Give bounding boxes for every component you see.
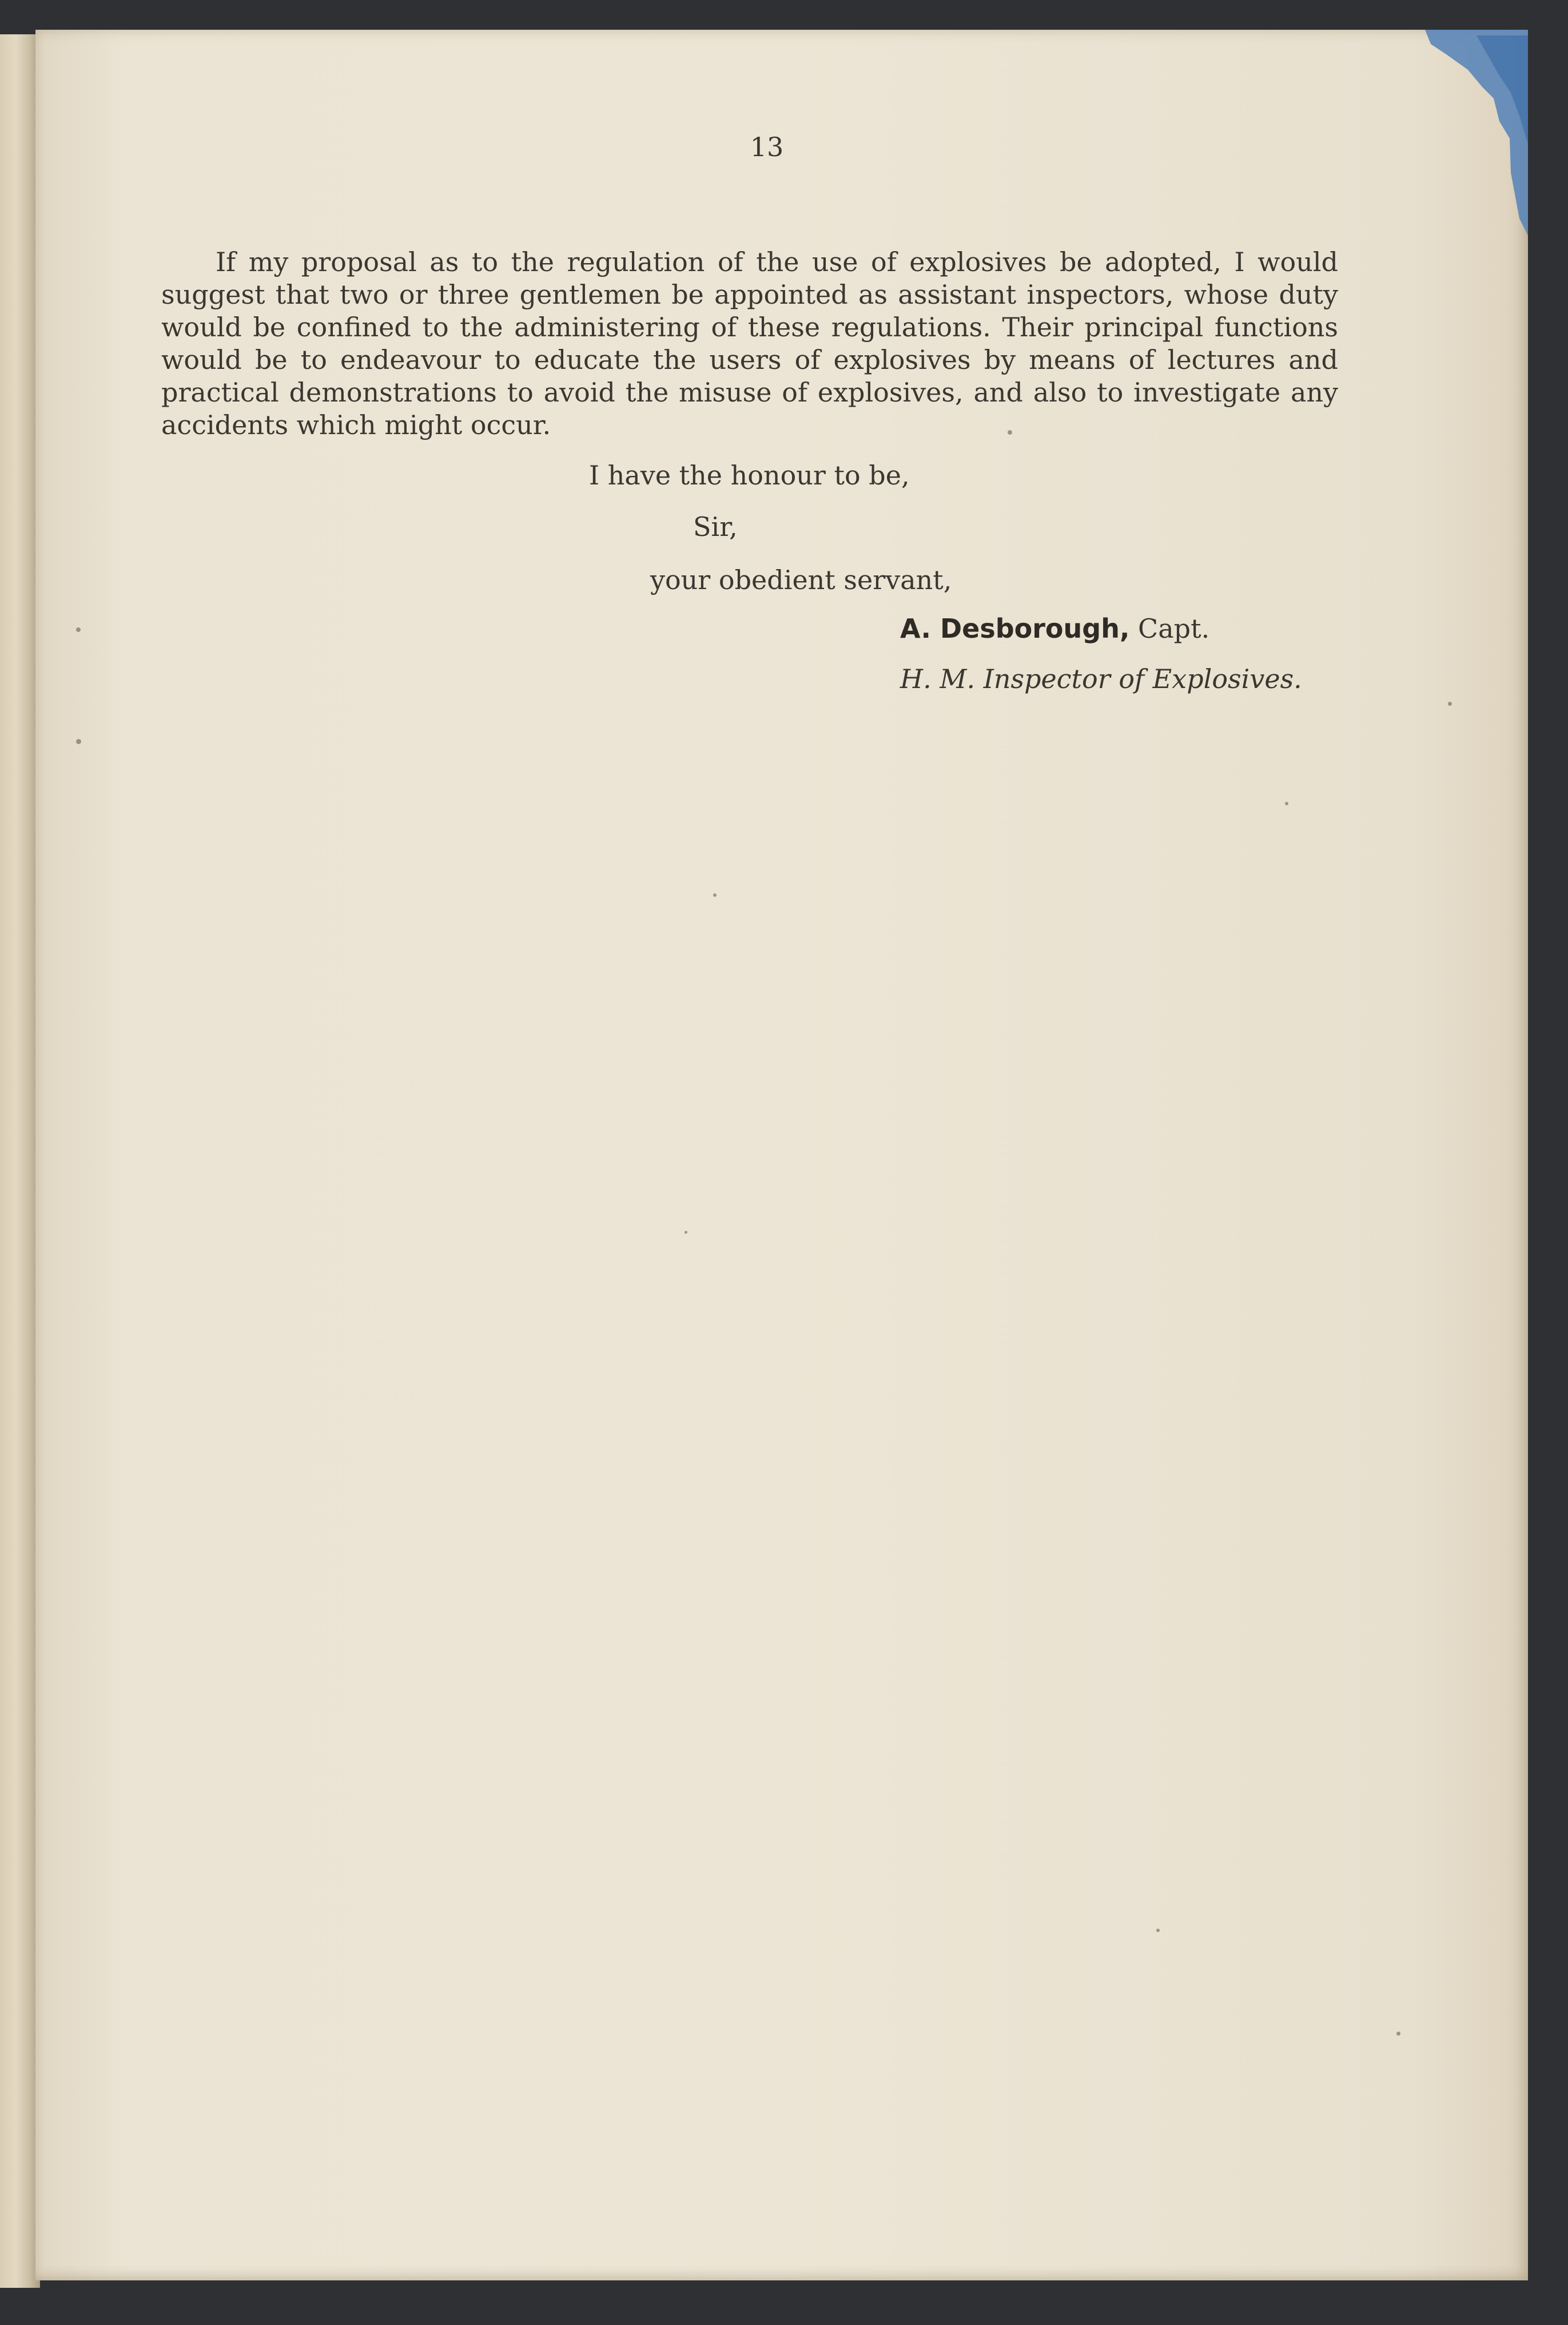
paper-speck xyxy=(684,1231,687,1234)
paper-speck xyxy=(76,739,81,744)
signature-line xyxy=(900,613,1209,644)
paper-speck xyxy=(1448,702,1452,706)
signature-name: A. Desborough, xyxy=(900,613,1130,644)
page-number: 13 xyxy=(750,132,784,162)
paper-speck xyxy=(1285,802,1288,805)
paper-speck xyxy=(76,627,81,632)
paper-speck xyxy=(1008,430,1012,435)
signature-rank: Capt. xyxy=(1129,613,1210,644)
signature-title: H. M. Inspector of Explosives. xyxy=(900,663,1302,694)
ink-stain xyxy=(1414,30,1528,236)
paper-speck xyxy=(1156,1929,1160,1932)
paper-speck xyxy=(713,893,717,897)
body-paragraph: If my proposal as to the regulation of the use of explosives be adopted, I would suggest that two or three gentlemen be appointed as assistant inspectors, whose duty would be confined to the administering of these regulations. Their principal functions would be to endeavour to educate the users of explosives by means of lectures and practical demonstrations to avoid the misuse of explosives, and also to investigate any accidents which might occur. xyxy=(161,247,1338,440)
closing-valediction: your obedient servant, xyxy=(650,565,952,595)
paper-speck xyxy=(1396,2032,1400,2036)
document-page xyxy=(35,30,1528,2280)
closing-salutation: I have the honour to be, xyxy=(589,460,910,491)
closing-address: Sir, xyxy=(693,511,738,542)
facing-page-edge xyxy=(0,34,40,2288)
